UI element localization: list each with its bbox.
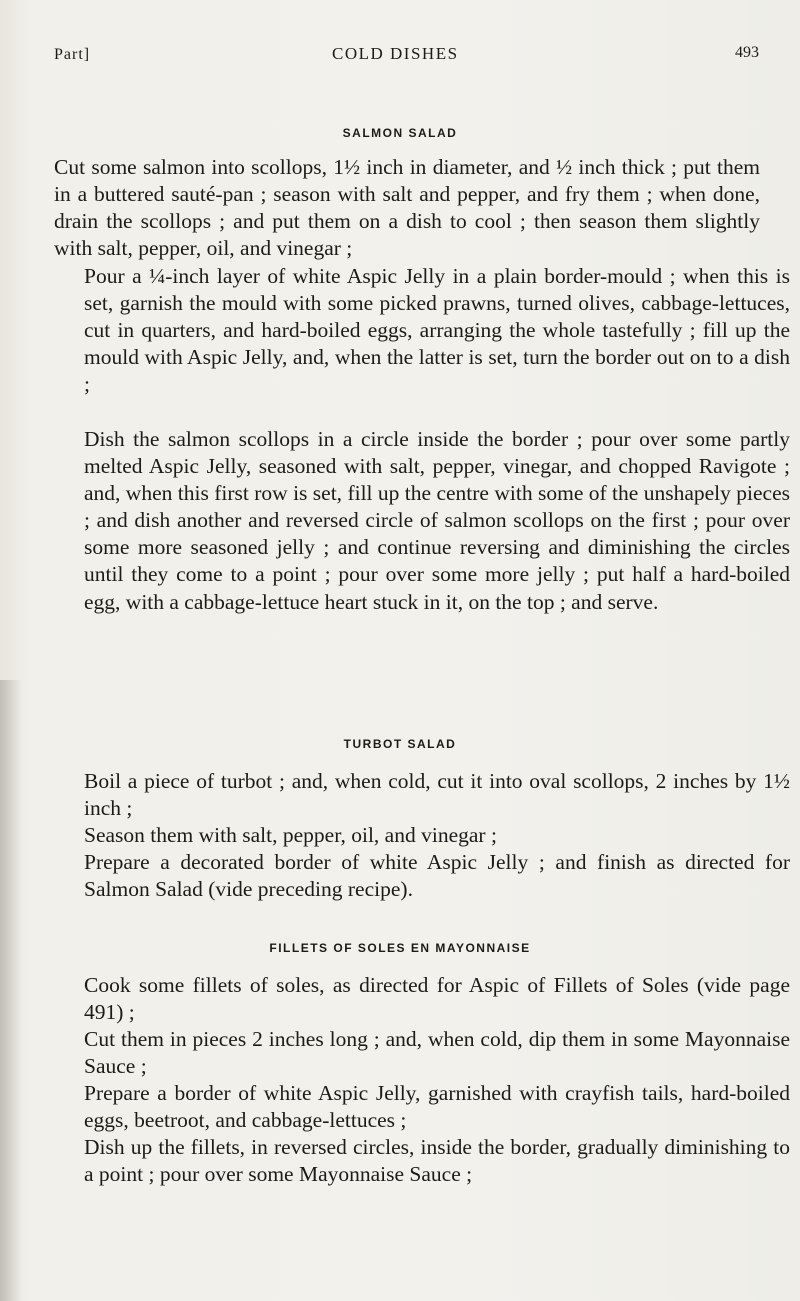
running-header xyxy=(54,30,759,70)
salmon-paragraph-2: Pour a ¼-inch layer of white Aspic Jelly in a plain border-mould ; when this is set, garnish the mould with some picked prawns, turned olives, cabbage-lettuces, cut in quarters, and hard-boiled eggs, arranging the whole tastefully ; fill up the mould with Aspic Jelly, and, when the latter is set, turn the border out on to a dish ; xyxy=(84,264,790,397)
running-title: COLD DISHES xyxy=(332,44,459,63)
soles-paragraph-3: Prepare a border of white Aspic Jelly, garnished with crayfish tails, hard-boiled eggs, beetroot, and cabbage-lettuces ; xyxy=(84,1081,790,1133)
soles-paragraph-1: Cook some fillets of soles, as directed for Aspic of Fillets of Soles (vide page 491) ; xyxy=(84,973,790,1025)
turbot-paragraph-3: Prepare a decorated border of white Aspic Jelly ; and finish as directed for Salmon Salad (vide preceding recipe). xyxy=(84,850,790,902)
section-title-salmon-salad: SALMON SALAD xyxy=(342,126,458,140)
turbot-paragraph-1: Boil a piece of turbot ; and, when cold, cut it into oval scollops, 2 inches by 1½ inch ; xyxy=(84,769,790,821)
salmon-paragraph-1: Cut some salmon into scollops, 1½ inch in diameter, and ½ inch thick ; put them in a buttered sauté-pan ; season with salt and pepper, and fry them ; when done, drain the scollops ; and put them on a dish to cool ; then season them slightly with salt, pepper, oil, and vinegar ; xyxy=(54,155,760,261)
section-title-fillets-of-soles: FILLETS OF SOLES EN MAYONNAISE xyxy=(269,941,531,955)
turbot-paragraph-2: Season them with salt, pepper, oil, and vinegar ; xyxy=(84,823,497,847)
section-title-turbot-salad: TURBOT SALAD xyxy=(343,737,457,751)
soles-paragraph-2: Cut them in pieces 2 inches long ; and, when cold, dip them in some Mayonnaise Sauce ; xyxy=(84,1027,790,1079)
page-edge-shadow xyxy=(0,680,22,1301)
page-number: 493 xyxy=(735,44,759,61)
soles-paragraph-4: Dish up the fillets, in reversed circles, inside the border, gradually diminishing to a point ; pour over some Mayonnaise Sauce ; xyxy=(84,1135,790,1187)
salmon-paragraph-3: Dish the salmon scollops in a circle inside the border ; pour over some partly melted Aspic Jelly, seasoned with salt, pepper, vinegar, and chopped Ravigote ; and, when this first row is set, fill up the centre with some of the unshapely pieces ; and dish another and reversed circle of salmon scollops on the first ; pour over some more seasoned jelly ; and continue reversing and diminishing the circles until they come to a point ; pour over some more jelly ; put half a hard-boiled egg, with a cabbage-lettuce heart stuck in it, on the top ; and serve. xyxy=(84,427,790,614)
part-label: Part] xyxy=(54,46,91,63)
